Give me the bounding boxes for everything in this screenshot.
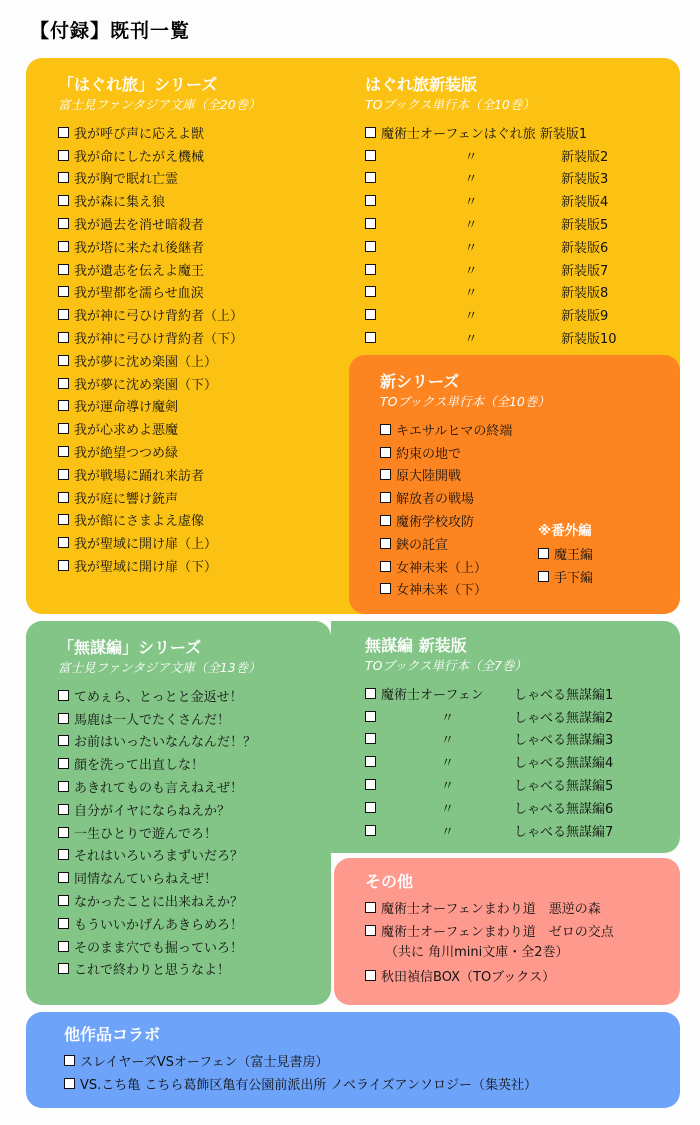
- mubou-section: [58, 638, 261, 980]
- item-label: 我が運命導け魔剣: [74, 400, 179, 416]
- list-item: [58, 258, 261, 281]
- item-label: 新装版7: [561, 263, 609, 279]
- item-label: 新装版5: [561, 218, 609, 234]
- item-label: 同情なんていらねえぜ！: [74, 872, 218, 888]
- list-item: [64, 1049, 537, 1072]
- mubou-subtitle: 富士見ファンタジア文庫（全13巻）: [58, 660, 261, 675]
- list-item: [538, 542, 593, 565]
- list-item: [58, 144, 261, 167]
- item-label: もういいかげんあきらめろ！: [74, 917, 244, 933]
- list-item: [365, 235, 617, 258]
- list-item: [58, 844, 261, 867]
- hagure-section: [58, 75, 261, 577]
- checkbox[interactable]: [58, 241, 69, 252]
- list-item: [365, 919, 614, 942]
- list-item: [58, 189, 261, 212]
- item-label: 女神未来（上）: [396, 560, 488, 576]
- shin-section: [380, 372, 550, 600]
- item-label: 我が夢に沈め楽園（下）: [74, 377, 218, 393]
- list-item: [64, 1072, 537, 1095]
- item-label: 我が絶望つつめ緑: [74, 446, 179, 462]
- list-item: [58, 326, 261, 349]
- list-item: [380, 578, 550, 601]
- checkbox[interactable]: [58, 150, 69, 161]
- item-label: 我が胸で眠れ亡霊: [74, 172, 179, 188]
- list-item: [58, 509, 261, 532]
- checkbox[interactable]: [58, 690, 69, 701]
- checkbox[interactable]: [365, 970, 376, 981]
- checkbox[interactable]: [365, 127, 376, 138]
- item-label: 女神未来（下）: [396, 583, 488, 599]
- list-item: [365, 773, 613, 796]
- checkbox[interactable]: [365, 756, 376, 767]
- item-label: 我が聖都を濡らせ血涙: [74, 286, 204, 302]
- ditto-mark: 〃: [464, 149, 478, 165]
- item-label: VS.こち亀 こちら葛飾区亀有公園前派出所 ノベライズアンソロジー（集英社）: [80, 1077, 537, 1093]
- item-label: 我が神に弓ひけ背約者（上）: [74, 309, 244, 325]
- item-label: 我が神に弓ひけ背約者（下）: [74, 332, 244, 348]
- ditto-mark: 〃: [464, 332, 478, 348]
- checkbox[interactable]: [58, 963, 69, 974]
- list-item: [58, 775, 261, 798]
- item-label: 新装版8: [561, 286, 609, 302]
- list-item: [365, 303, 617, 326]
- ditto-mark: 〃: [464, 195, 478, 211]
- list-item: [365, 896, 614, 919]
- list-item: [58, 463, 261, 486]
- other-section: [365, 872, 614, 987]
- list-item: [365, 796, 613, 819]
- list-item: [365, 144, 617, 167]
- list-item: [380, 418, 550, 441]
- checkbox[interactable]: [58, 309, 69, 320]
- list-item: [58, 121, 261, 144]
- ditto-mark: 〃: [464, 309, 478, 325]
- item-label: しゃべる無謀編2: [514, 710, 614, 726]
- ditto-mark: 〃: [440, 779, 454, 795]
- ditto-mark: 〃: [464, 286, 478, 302]
- checkbox[interactable]: [380, 469, 391, 480]
- checkbox[interactable]: [365, 195, 376, 206]
- item-label: 我が塔に来たれ後継者: [74, 240, 205, 256]
- checkbox[interactable]: [58, 827, 69, 838]
- checkbox[interactable]: [58, 218, 69, 229]
- hagure-subtitle: 富士見ファンタジア文庫（全20巻）: [58, 97, 261, 112]
- ditto-mark: 〃: [440, 710, 454, 726]
- list-item: [365, 281, 617, 304]
- item-label: 約束の地で: [396, 446, 462, 462]
- ditto-mark: 〃: [464, 172, 478, 188]
- item-label: 顔を洗って出直しな！: [74, 758, 205, 774]
- item-label: なかったことに出来ねえか？: [74, 895, 244, 911]
- shin-title: 新シリーズ: [380, 372, 460, 391]
- checkbox[interactable]: [538, 571, 549, 582]
- ditto-mark: 〃: [464, 218, 478, 234]
- item-label: スレイヤーズVSオーフェン（富士見書房）: [80, 1054, 329, 1070]
- shin-subtitle: TOブックス単行本（全10巻）: [380, 394, 550, 409]
- item-label: 我が命にしたがえ機械: [74, 149, 205, 165]
- checkbox[interactable]: [380, 424, 391, 435]
- checkbox[interactable]: [58, 560, 69, 571]
- list-item: [380, 509, 550, 532]
- mubou-new-subtitle: TOブックス単行本（全7巻）: [365, 658, 527, 673]
- checkbox[interactable]: [538, 548, 549, 559]
- checkbox[interactable]: [58, 264, 69, 275]
- item-label: 魔王編: [554, 547, 594, 563]
- list-item: [58, 912, 261, 935]
- checkbox[interactable]: [58, 537, 69, 548]
- shin-extra-title: ※番外編: [538, 523, 592, 539]
- hagure-new-title: はぐれ旅新装版: [365, 75, 478, 94]
- list-item: [365, 750, 613, 773]
- checkbox[interactable]: [58, 195, 69, 206]
- page-title: 【付録】既刊一覧: [30, 20, 191, 42]
- list-item: [58, 303, 261, 326]
- item-label: 我が呼び声に応えよ獣: [74, 126, 205, 142]
- item-label: 我が館にさまよえ虚像: [74, 514, 205, 530]
- item-label: 我が庭に響け銃声: [74, 491, 179, 507]
- checkbox[interactable]: [365, 332, 376, 343]
- other-list-2: [365, 964, 614, 987]
- item-label: これで終わりと思うなよ！: [74, 963, 231, 979]
- list-item: [380, 532, 550, 555]
- checkbox[interactable]: [58, 758, 69, 769]
- ditto-mark: 〃: [440, 733, 454, 749]
- other-note: （共に 角川mini文庫・全2巻）: [385, 944, 569, 960]
- list-item: [365, 121, 617, 144]
- hagure-new-section: [365, 75, 617, 349]
- item-label: 手下編: [554, 570, 594, 586]
- list-item: [58, 866, 261, 889]
- list-item: [58, 395, 261, 418]
- item-label: そのまま穴でも掘っていろ！: [74, 940, 244, 956]
- mubou-new-section: [365, 636, 613, 842]
- list-item: [58, 889, 261, 912]
- hagure-new-subtitle: TOブックス単行本（全10巻）: [365, 97, 535, 112]
- list-item: [365, 189, 617, 212]
- item-label: しゃべる無謀編7: [514, 824, 614, 840]
- list-item: [58, 417, 261, 440]
- hagure-title: 「はぐれ旅」シリーズ: [58, 75, 218, 94]
- checkbox[interactable]: [64, 1078, 75, 1089]
- item-label: しゃべる無謀編4: [514, 756, 614, 772]
- list-item: [58, 235, 261, 258]
- list-item: [58, 798, 261, 821]
- list-item: [365, 819, 613, 842]
- item-label: 自分がイヤにならねえか？: [74, 803, 231, 819]
- item-label: 我が心求めよ悪魔: [74, 423, 179, 439]
- item-label: しゃべる無謀編1: [514, 687, 614, 703]
- checkbox[interactable]: [58, 332, 69, 343]
- list-item: [58, 349, 261, 372]
- checkbox[interactable]: [58, 355, 69, 366]
- item-label: 馬鹿は一人でたくさんだ！: [74, 712, 231, 728]
- checkbox[interactable]: [58, 735, 69, 746]
- shin-extra-section: [538, 520, 593, 588]
- item-label: 我が聖域に開け扉（下）: [74, 560, 218, 576]
- item-label: 新装版9: [561, 309, 609, 325]
- checkbox[interactable]: [58, 918, 69, 929]
- checkbox[interactable]: [365, 241, 376, 252]
- checkbox[interactable]: [58, 378, 69, 389]
- checkbox[interactable]: [365, 802, 376, 813]
- checkbox[interactable]: [58, 713, 69, 724]
- mubou-list: [58, 684, 261, 980]
- item-label: 新装版10: [561, 332, 617, 348]
- item-label: 鋏の託宣: [396, 537, 449, 553]
- checkbox[interactable]: [58, 172, 69, 183]
- hagure-list: [58, 121, 261, 577]
- item-label: 秋田禎信BOX（TOブックス）: [381, 970, 556, 986]
- list-item: [58, 707, 261, 730]
- checkbox[interactable]: [365, 711, 376, 722]
- item-label: 魔術学校攻防: [396, 515, 475, 531]
- collab-section: [64, 1025, 537, 1095]
- list-item: [380, 441, 550, 464]
- mubou-title: 「無謀編」シリーズ: [58, 638, 202, 657]
- collab-list: [64, 1049, 537, 1095]
- checkbox[interactable]: [58, 469, 69, 480]
- list-item: [58, 486, 261, 509]
- mubou-new-list: [365, 682, 613, 842]
- list-item: [365, 682, 613, 705]
- list-item: [58, 554, 261, 577]
- checkbox[interactable]: [58, 127, 69, 138]
- checkbox[interactable]: [365, 925, 376, 936]
- checkbox[interactable]: [365, 309, 376, 320]
- item-label: 新装版6: [561, 240, 609, 256]
- checkbox[interactable]: [365, 902, 376, 913]
- checkbox[interactable]: [58, 781, 69, 792]
- list-item: [58, 372, 261, 395]
- item-label: 一生ひとりで遊んでろ！: [74, 826, 218, 842]
- list-item: [380, 464, 550, 487]
- checkbox[interactable]: [365, 264, 376, 275]
- checkbox[interactable]: [58, 872, 69, 883]
- checkbox[interactable]: [58, 514, 69, 525]
- item-label: 新装版4: [561, 195, 609, 211]
- list-item: [365, 258, 617, 281]
- checkbox[interactable]: [380, 561, 391, 572]
- item-label: 我が聖域に開け扉（上）: [74, 537, 218, 553]
- list-item: [58, 167, 261, 190]
- checkbox[interactable]: [365, 733, 376, 744]
- list-item: [58, 958, 261, 981]
- checkbox[interactable]: [365, 825, 376, 836]
- list-item: [380, 486, 550, 509]
- list-item: [58, 730, 261, 753]
- checkbox[interactable]: [365, 286, 376, 297]
- list-item: [380, 555, 550, 578]
- list-item: [365, 167, 617, 190]
- item-label: お前はいったいなんなんだ！？: [74, 735, 257, 751]
- checkbox[interactable]: [380, 447, 391, 458]
- item-label: 魔術士オーフェンはぐれ旅 新装版1: [381, 126, 588, 142]
- shin-list: [380, 418, 550, 600]
- item-label: 魔術士オーフェンまわり道 悪逆の森: [381, 901, 601, 917]
- list-item: [58, 531, 261, 554]
- mubou-new-title: 無謀編 新装版: [365, 636, 467, 655]
- checkbox[interactable]: [58, 492, 69, 503]
- item-label: てめぇら、とっとと金返せ！: [74, 689, 243, 705]
- item-label: 新装版2: [561, 149, 609, 165]
- item-label: キエサルヒマの終端: [396, 423, 513, 439]
- list-item: [58, 440, 261, 463]
- item-label: あきれてものも言えねえぜ！: [74, 781, 244, 797]
- checkbox[interactable]: [58, 804, 69, 815]
- item-label: 新装版3: [561, 172, 609, 188]
- item-label: 我が遺志を伝えよ魔王: [74, 263, 205, 279]
- item-prefix: 魔術士オーフェン: [381, 687, 484, 703]
- checkbox[interactable]: [365, 779, 376, 790]
- checkbox[interactable]: [58, 895, 69, 906]
- shin-extra-list: [538, 542, 593, 588]
- checkbox[interactable]: [58, 423, 69, 434]
- ditto-mark: 〃: [464, 240, 478, 256]
- other-title: その他: [365, 872, 414, 891]
- list-item: [365, 705, 613, 728]
- list-item: [58, 684, 261, 707]
- checkbox[interactable]: [380, 538, 391, 549]
- list-item: [58, 935, 261, 958]
- item-label: 我が夢に沈め楽園（上）: [74, 354, 218, 370]
- ditto-mark: 〃: [440, 801, 454, 817]
- checkbox[interactable]: [58, 286, 69, 297]
- item-label: しゃべる無謀編3: [514, 733, 614, 749]
- list-item: [58, 752, 261, 775]
- list-item: [365, 326, 617, 349]
- ditto-mark: 〃: [440, 824, 454, 840]
- hagure-new-list: [365, 121, 617, 349]
- item-label: 我が森に集え狼: [74, 195, 166, 211]
- checkbox[interactable]: [380, 515, 391, 526]
- checkbox[interactable]: [58, 446, 69, 457]
- ditto-mark: 〃: [464, 263, 478, 279]
- item-label: 解放者の戦場: [396, 492, 475, 508]
- collab-title: 他作品コラボ: [64, 1025, 161, 1044]
- checkbox[interactable]: [58, 941, 69, 952]
- checkbox[interactable]: [58, 849, 69, 860]
- checkbox[interactable]: [380, 583, 391, 594]
- checkbox[interactable]: [365, 172, 376, 183]
- item-label: しゃべる無謀編6: [514, 801, 614, 817]
- list-item: [58, 281, 261, 304]
- checkbox[interactable]: [365, 150, 376, 161]
- item-label: 我が過去を消せ暗殺者: [74, 218, 205, 234]
- list-item: [365, 964, 614, 987]
- item-label: 原大陸開戦: [396, 469, 462, 485]
- item-label: 我が戦場に踊れ来訪者: [74, 468, 205, 484]
- item-label: しゃべる無謀編5: [514, 779, 614, 795]
- list-item: [538, 565, 593, 588]
- item-label: 魔術士オーフェンまわり道 ゼロの交点: [381, 924, 614, 940]
- checkbox[interactable]: [365, 688, 376, 699]
- other-list: [365, 896, 614, 942]
- item-label: それはいろいろまずいだろ？: [74, 849, 244, 865]
- checkbox[interactable]: [58, 400, 69, 411]
- checkbox[interactable]: [64, 1055, 75, 1066]
- list-item: [365, 728, 613, 751]
- list-item: [58, 212, 261, 235]
- checkbox[interactable]: [365, 218, 376, 229]
- checkbox[interactable]: [380, 492, 391, 503]
- list-item: [365, 212, 617, 235]
- list-item: [58, 821, 261, 844]
- ditto-mark: 〃: [440, 756, 454, 772]
